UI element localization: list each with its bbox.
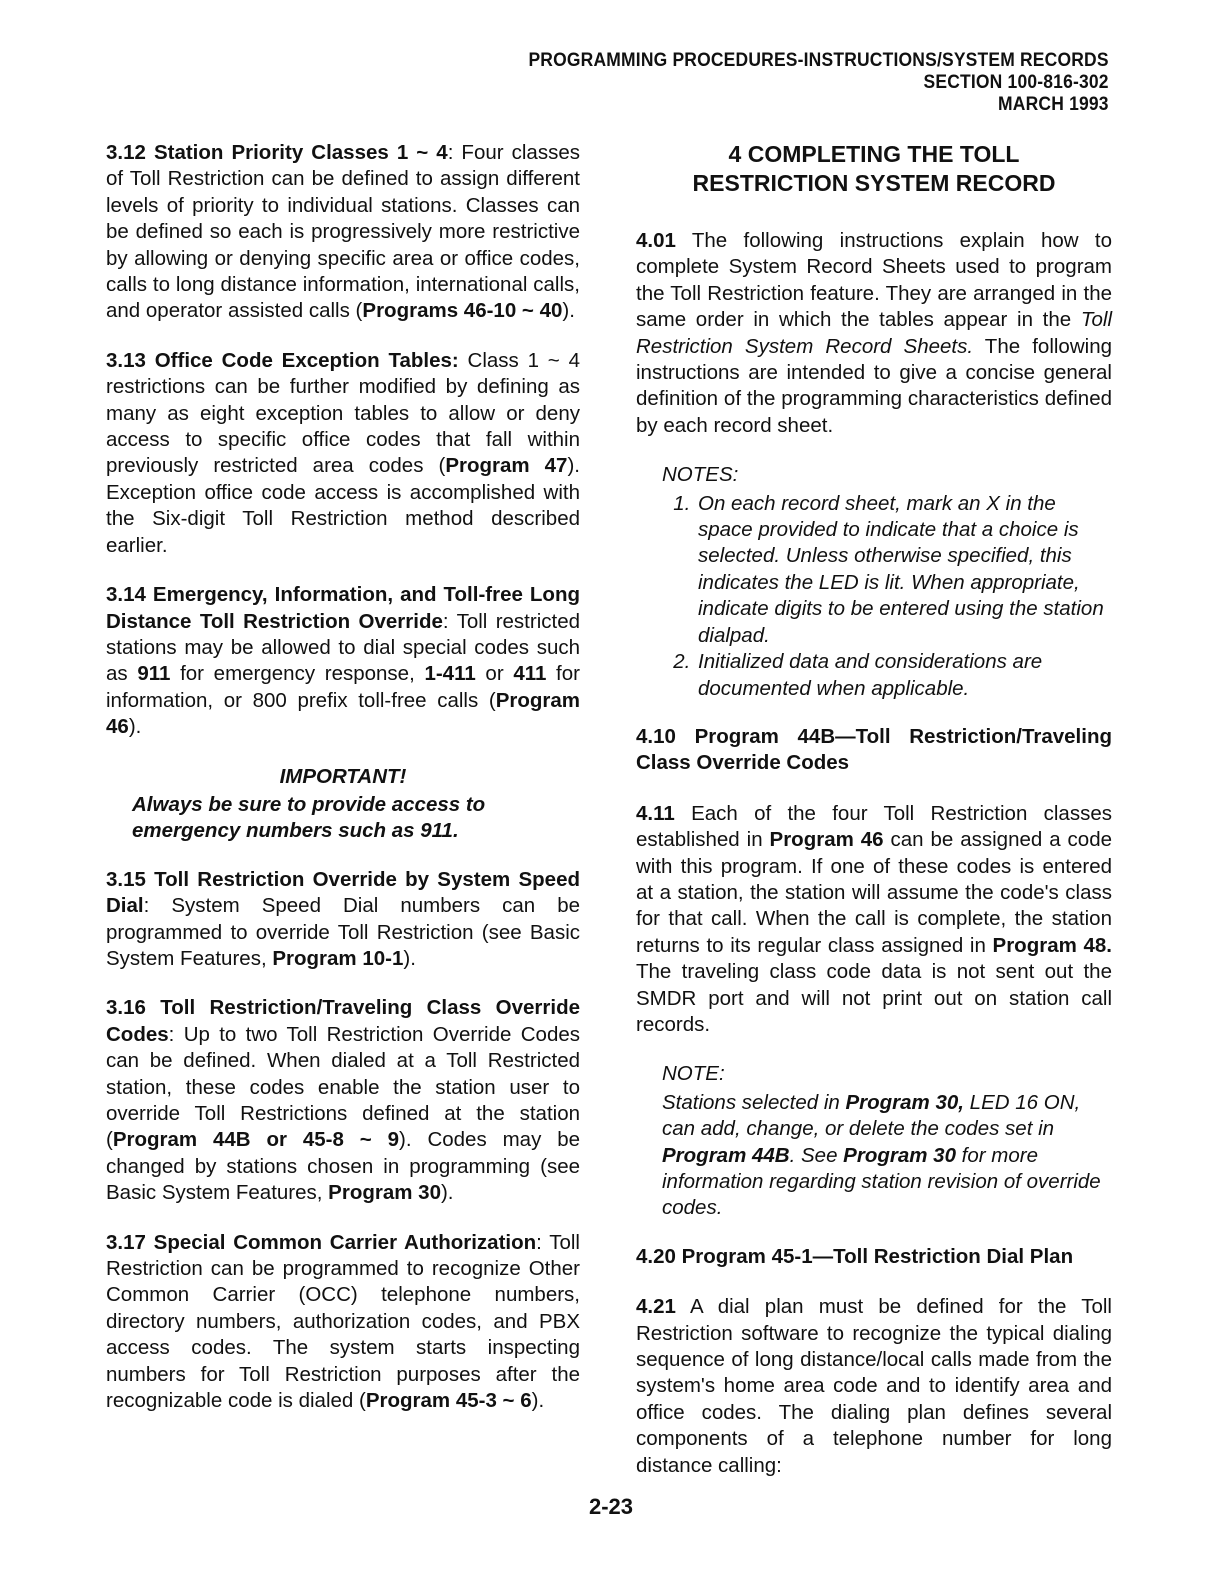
para-number: 3.12: [106, 141, 146, 164]
paragraph-4-01: 4.01 The following instructions explain how to complete System Record Sheets used to program the Toll Restriction feature. They are arranged in the same order in which the tables appear in the Toll Restriction System Record Sheets. The following instructions are intended to give a concise general definition of the programming characteristics defined by each record sheet.: [636, 229, 1112, 437]
subsection-heading-4-10: 4.10 Program 44B—Toll Restriction/Traveling Class Override Codes: [636, 724, 1112, 775]
notes-label: NOTES:: [662, 463, 739, 487]
program-ref: Program 10-1: [272, 946, 404, 970]
code-411: 411: [513, 662, 547, 686]
para-number: 3.17: [106, 1230, 146, 1254]
notes-list: [636, 491, 1112, 702]
note-text: Stations selected in Program 30, LED 16 ON, can add, change, or delete the codes set in Program 44B. See Program 30 for more information regarding station revision of override codes.: [662, 1090, 1101, 1220]
para-title: Office Code Exception Tables:: [154, 348, 459, 372]
paragraph-3-13: 3.13 Office Code Exception Tables: Class 1 ~ 4 restrictions can be further modified by defining as many as eight exception tables to allow or deny access to specific office codes that fall within previously restricted area codes (Program 47). Exception office code access is accomplished with the Six-digit Toll Restriction method described earlier.: [106, 348, 580, 557]
note-label: NOTE:: [662, 1062, 725, 1086]
program-ref: Program 47: [445, 454, 568, 478]
para-number: 3.14: [106, 583, 146, 607]
important-text: Always be sure to provide access to emergency numbers such as 911.: [132, 792, 486, 843]
para-number: 4.11: [636, 801, 675, 825]
subsection-heading-4-20: 4.20 Program 45-1—Toll Restriction Dial Plan: [636, 1244, 1074, 1268]
program-ref: Program 46: [769, 828, 884, 852]
para-number: 4.01: [636, 229, 676, 252]
para-number: 3.16: [106, 996, 146, 1020]
running-header: [529, 50, 1109, 116]
program-ref: Program 46: [106, 688, 580, 739]
program-ref: Program 45-3 ~ 6: [365, 1389, 532, 1413]
para-title: Station Priority Classes 1 ~ 4: [153, 141, 448, 164]
record-sheets-title: Toll Restriction System Record Sheets.: [636, 308, 1112, 358]
para-number: 4.21: [636, 1295, 676, 1319]
program-ref: Program 44B or 45-8 ~ 9: [112, 1128, 400, 1152]
program-ref: Program 30,: [845, 1090, 964, 1114]
para-number: 3.13: [106, 348, 146, 372]
important-label: IMPORTANT!: [279, 764, 407, 788]
program-ref: Program 30: [328, 1181, 441, 1205]
header-section: SECTION 100-816-302: [923, 72, 1109, 93]
program-ref: Program 30: [843, 1143, 956, 1167]
paragraph-3-17: 3.17 Special Common Carrier Authorization: Toll Restriction can be programmed to recognize Other Common Carrier (OCC) telephone numbers, directory numbers, authorization codes, and PBX access codes. The system starts inspecting numbers for Toll Restriction purposes after the recognizable code is dialed (Program 45-3 ~ 6).: [106, 1230, 580, 1413]
para-title: Emergency, Information, and Toll-free Long Distance Toll Restriction Override: [106, 583, 580, 633]
para-title: Toll Restriction Override by System Speed Dial: [106, 867, 580, 918]
section-heading: 4 COMPLETING THE TOLL RESTRICTION SYSTEM RECORD: [692, 141, 1056, 196]
code-1-411: 1-411: [424, 662, 476, 686]
right-column: [636, 140, 1112, 1502]
left-column: [106, 140, 580, 1437]
program-ref: Program 44B: [662, 1143, 790, 1167]
program-ref: Program 48.: [992, 933, 1112, 957]
paragraph-3-15: 3.15 Toll Restriction Override by System Speed Dial: System Speed Dial numbers can be programmed to override Toll Restriction (see Basic System Features, Program 10-1).: [106, 867, 580, 970]
code-911: 911: [137, 662, 171, 686]
paragraph-3-16: 3.16 Toll Restriction/Traveling Class Override Codes: Up to two Toll Restriction Override Codes can be defined. When dialed at a Toll Restricted station, these codes enable the station user to override Toll Restrictions defined at the station (Program 44B or 45-8 ~ 9). Codes may be changed by stations chosen in programming (see Basic System Features, Program 30).: [106, 996, 580, 1205]
page-number: 2-23: [588, 1494, 634, 1519]
paragraph-3-12: 3.12 Station Priority Classes 1 ~ 4: Four classes of Toll Restriction can be defined to assign different levels of priority to individual stations. Classes can be defined so each is progressively more restrictive by allowing or denying specific area or office codes, calls to long distance information, international calls, and operator assisted calls (Programs 46-10 ~ 40).: [106, 141, 580, 323]
note-item: 1. On each record sheet, mark an X in the space provided to indicate that a choice is selected. Unless otherwise specified, this indicates the LED is lit. When appropriate, indicate digits to be entered using the station dialpad.: [696, 491, 1112, 649]
program-ref: Programs 46-10 ~ 40: [362, 299, 563, 323]
note-item: 2. Initialized data and considerations are documented when applicable.: [696, 649, 1112, 702]
paragraph-4-11: 4.11 Each of the four Toll Restriction classes established in Program 46 can be assigned a code with this program. If one of these codes is entered at a station, the station will assume the code's class for that call. When the call is complete, the station returns to its regular class assigned in Program 48. The traveling class code data is not sent out the SMDR port and will not print out on station call records.: [636, 801, 1112, 1036]
para-title: Toll Restriction/Traveling Class Override Codes: [106, 996, 580, 1046]
paragraph-4-21: 4.21 A dial plan must be defined for the Toll Restriction software to recognize the typical dialing sequence of long distance/local calls made from the system's home area code and to identify area and office codes. The dialing plan defines several components of a telephone number for long distance calling:: [636, 1295, 1112, 1477]
para-title: Special Common Carrier Authorization: [153, 1230, 537, 1254]
para-number: 3.15: [106, 867, 146, 891]
header-title: PROGRAMMING PROCEDURES-INSTRUCTIONS/SYSTEM RECORDS: [528, 50, 1109, 71]
header-date: MARCH 1993: [998, 94, 1109, 115]
paragraph-3-14: 3.14 Emergency, Information, and Toll-free Long Distance Toll Restriction Override: Toll restricted stations may be allowed to dial special codes such as 911 for emergency response, 1-411 or 411 for information, or 800 prefix toll-free calls (Program 46).: [106, 583, 580, 739]
